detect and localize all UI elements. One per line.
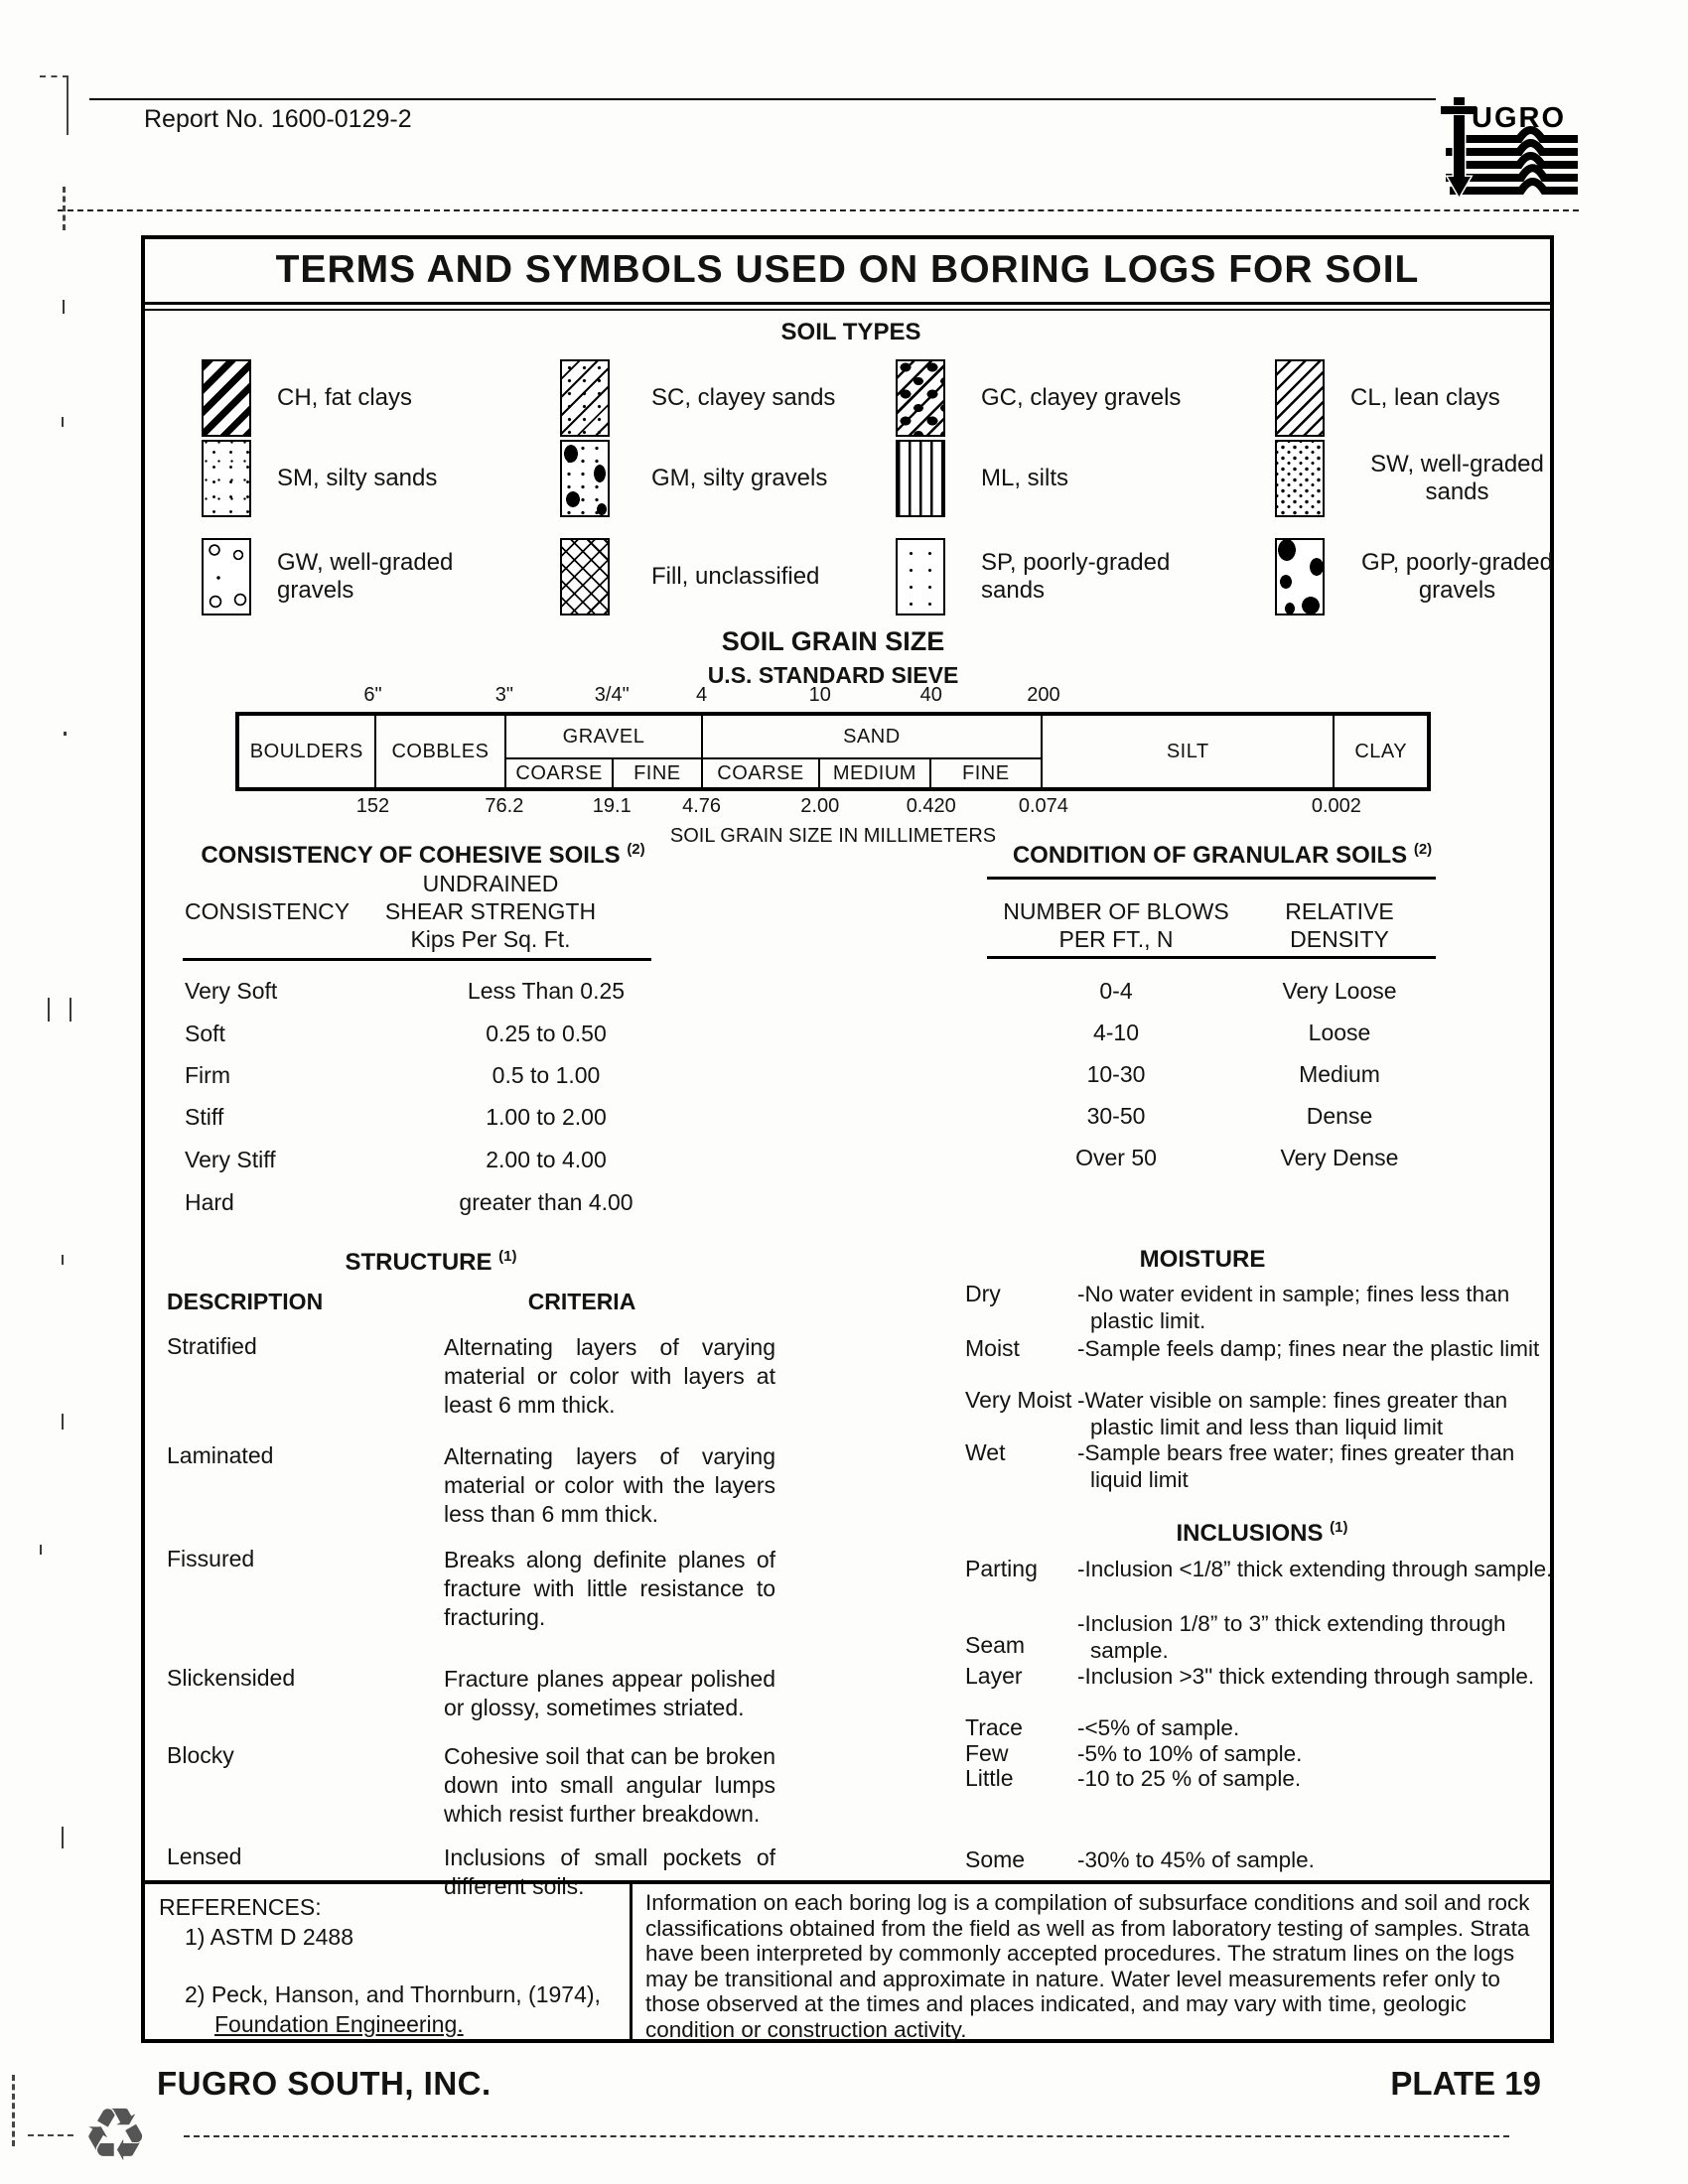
inclusion-definition: -Inclusion >3" thick extending through sample. — [1077, 1664, 1535, 1689]
structure-criteria: Alternating layers of varying material or color with layers at least 6 mm thick. — [444, 1334, 775, 1418]
grain-size-mm: 19.1 — [592, 795, 632, 817]
strip-divider — [630, 1884, 633, 2039]
soil-type-label-gc: GC, clayey gravels — [981, 384, 1182, 411]
inclusion-definition: -30% to 45% of sample. — [1077, 1847, 1315, 1872]
soil-pattern-swatch-gw — [202, 538, 251, 615]
soil-pattern-swatch-gc — [896, 359, 945, 437]
grain-sizes-row — [235, 795, 1431, 821]
soil-pattern-swatch-sw — [1275, 440, 1325, 517]
fugro-logo-icon — [1436, 93, 1585, 205]
soil-type-label-ml: ML, silts — [981, 465, 1069, 491]
sieve-mark: 200 — [1027, 684, 1060, 706]
sieve-mark: 3/4" — [594, 684, 630, 706]
reference-item-2: 2) Peck, Hanson, and Thornburn, (1974), — [185, 1981, 601, 2007]
header-rule — [89, 98, 1577, 100]
scan-artifact — [64, 732, 67, 736]
grain-cell-clay: CLAY — [1334, 715, 1428, 788]
soil-type-label-sm: SM, silty sands — [277, 465, 438, 491]
scan-artifact — [40, 75, 69, 135]
plate-number: PLATE 19 — [1390, 2065, 1541, 2102]
structure-description: Blocky — [167, 1742, 234, 1768]
grain-cell-sand: SAND — [702, 715, 1042, 758]
granular-header-rule — [987, 956, 1436, 959]
references-info-strip — [145, 1880, 1550, 2042]
soil-pattern-swatch-gm — [560, 440, 610, 517]
inclusion-term: Seam — [965, 1632, 1026, 1658]
moisture-definition: -No water evident in sample; fines less than plastic limit. — [1077, 1282, 1510, 1333]
sieve-mark: 4 — [695, 684, 708, 706]
scan-artifact — [62, 1827, 64, 1848]
soil-type-label-gm: GM, silty gravels — [651, 465, 828, 491]
grain-size-mm: 0.420 — [906, 795, 956, 817]
soil-type-label-cl: CL, lean clays — [1350, 384, 1500, 411]
references-heading: REFERENCES: — [159, 1894, 322, 1920]
sieve-mark: 3" — [494, 684, 514, 706]
scan-artifact — [63, 300, 65, 314]
consistency-col1-header: CONSISTENCY — [185, 898, 351, 924]
grain-cell-boulders: BOULDERS — [238, 715, 375, 788]
consistency-header-rule — [183, 958, 651, 961]
recycle-icon: ♻ — [82, 2094, 149, 2176]
structure-description: Stratified — [167, 1333, 257, 1359]
report-number: Report No. 1600-0129-2 — [144, 105, 412, 133]
moisture-definition: -Sample bears free water; fines greater than liquid limit — [1077, 1440, 1515, 1492]
scan-artifact — [62, 1255, 64, 1265]
terms-symbols-panel: TERMS AND SYMBOLS USED ON BORING LOGS FOR SOIL SOIL TYPES CH, fat clays SC, clayey sands GC, clayey gravels CL, lean clays SM, silty sands GM, silty gravels ML, silts SW, well-graded sands GW, well-graded gravels Fill, unclassified SP, poorly-graded sands GP, poorly-graded gravels SOIL GRAIN SIZE U.S. STANDARD SIEVE 6" 3" 3/4" 4 10 40 200 BOULDERS COBBLES GRAVEL COARSE FINE SAND COARSE MEDIUM FINE SILT CLAY 152 76.2 19.1 4.76 2.00 0.420 0.074 0.002 SOIL GRAIN SIZE IN MILLIMETERS CONSISTENCY OF COHESIVE SOILS $^{(2)}$ UNDRAINED CONSISTENCY SHEAR STRENGTH Kips Per Sq. Ft. Very Soft Less Than 0.25 Soft 0.25 to 0.50 Firm 0.5 to 1.00 Stiff 1.00 to 2.00 Very Stiff 2.00 to 4.00 Hard greater than 4.00 CONDITION OF GRANULAR SOILS $^{(2)}$ NUMBER OF BLOWS PER FT., N RELATIVE DENSITY 0-4 Very Loose 4-10 Loose 10-30 Medium 30-50 Dense Over 50 Very Dense STRUCTURE $^{(1)}$ DESCRIPTION CRITERIA Stratified Alternating layers of varying material or color with layers at least 6 mm thick. Laminated Alternating layers of varying material or color with the layers less than 6 mm thick. Fissured Breaks along definite planes of fracture with little resistance to fracturing. Slickensided Fracture planes appear polished or glossy, sometimes striated. Blocky Cohesive soil that can be broken down into small angular lumps which resist further breakdown. Lensed Inclusions of small pockets of different soils. MOISTURE Dry -No water evident in sample; fines less than plastic limit. Moist -Sample feels damp; fines near the plastic limit Very Moist -Water visible on sample: fines greater than plastic limit and less than liquid limit Wet -Sample bears free water; fines greater than liquid limit INCLUSIONS $^{(1)}$ Parting -Inclusion <1/8” thick extending through sample. Seam -Inclusion 1/8” to 3” thick extending through sample. Layer -Inclusion >3" thick extending through sample. Trace -<5% of sample. Few -5% to 10% of sample. Little -10 to 25 % of sample. Some -30% to 45% of sample. REFERENCES: 1) ASTM D 2488 2) Peck, Hanson, and Thornburn, (1974), Foundation Engineering. Information on each boring log is a compilation of subsurface conditions and soil and rock classifications obtained from the field as well as from laboratory testing of samples. Strata have been interpreted by commonly accepted procedures. The stratum lines on the logs may be transitional and approximate in nature. Water level measurements refer only to those observed at the times and places indicated, and may vary with time, geologic condition or construction activity. — [141, 235, 1554, 2043]
structure-description: Lensed — [167, 1843, 242, 1869]
moisture-definition: -Water visible on sample: fines greater than plastic limit and less than liquid limit — [1077, 1388, 1508, 1439]
scan-artifact — [48, 998, 50, 1022]
soil-pattern-swatch-sp — [896, 538, 945, 615]
soil-type-label-sw: SW, well-graded sands — [1370, 451, 1544, 505]
structure-criteria: Breaks along definite planes of fracture with little resistance to fracturing. — [444, 1547, 775, 1630]
soil-type-label-sp: SP, poorly-graded sands — [981, 549, 1171, 604]
soil-type-label-gw: GW, well-graded gravels — [277, 549, 454, 604]
grain-size-mm: 76.2 — [485, 795, 524, 817]
grain-cell-fine: FINE — [930, 758, 1043, 788]
soil-pattern-swatch-sm — [202, 440, 251, 517]
references-block — [159, 1892, 601, 2039]
scan-artifact — [62, 417, 64, 427]
inclusion-term: Trace — [965, 1714, 1023, 1740]
soil-type-label-ch: CH, fat clays — [277, 384, 413, 411]
soil-type-label-gp: GP, poorly-graded gravels — [1360, 549, 1553, 604]
consistency-label: Very Soft — [185, 978, 278, 1004]
soil-pattern-swatch-fill — [560, 538, 610, 615]
grain-size-mm: 0.002 — [1311, 795, 1361, 817]
sieve-mark: 10 — [808, 684, 831, 706]
grain-size-mm: 152 — [355, 795, 390, 817]
soil-pattern-swatch-cl — [1275, 359, 1325, 437]
moisture-term: Very Moist — [965, 1387, 1072, 1413]
grain-cell-cobbles: COBBLES — [375, 715, 506, 788]
structure-description: Slickensided — [167, 1665, 296, 1691]
granular-heading-rule — [987, 877, 1436, 880]
grain-cell-coarse: COARSE — [505, 758, 613, 788]
consistency-label: Firm — [185, 1062, 230, 1088]
logo-text: UGRO — [1472, 102, 1566, 134]
structure-criteria: Fracture planes appear polished or glossy, sometimes striated. — [444, 1666, 775, 1720]
structure-criteria: Alternating layers of varying material or color with the layers less than 6 mm thick. — [444, 1443, 775, 1527]
moisture-term: Wet — [965, 1439, 1006, 1465]
scan-artifact — [70, 998, 71, 1022]
reference-item-1: 1) ASTM D 2488 — [185, 1924, 354, 1950]
inclusion-term: Few — [965, 1740, 1009, 1766]
inclusion-term: Little — [965, 1765, 1014, 1791]
inclusion-term: Parting — [965, 1556, 1038, 1581]
scan-artifact — [28, 2134, 73, 2136]
reference-item-2-title: Foundation Engineering. — [214, 2011, 464, 2037]
soil-pattern-swatch-ml — [896, 440, 945, 517]
soil-pattern-swatch-gp — [1275, 538, 1325, 615]
consistency-label: Very Stiff — [185, 1147, 276, 1172]
inclusion-term: Some — [965, 1846, 1026, 1872]
grain-cell-coarse: COARSE — [702, 758, 819, 788]
grain-cell-silt: SILT — [1042, 715, 1334, 788]
header-dashed-rule — [58, 209, 1579, 211]
sieve-mark: 40 — [919, 684, 942, 706]
grain-cell-fine: FINE — [613, 758, 702, 788]
grain-cell-gravel: GRAVEL — [505, 715, 701, 758]
moisture-definition: -Sample feels damp; fines near the plastic limit — [1077, 1336, 1540, 1361]
sieve-mark: 6" — [363, 684, 382, 706]
inclusion-term: Layer — [965, 1663, 1023, 1689]
moisture-term: Moist — [965, 1335, 1020, 1361]
structure-criteria: Inclusions of small pockets of different soils. — [444, 1844, 775, 1899]
consistency-label: Stiff — [185, 1104, 224, 1130]
grain-size-table — [235, 712, 1431, 791]
structure-description: Fissured — [167, 1546, 255, 1571]
page-title: TERMS AND SYMBOLS USED ON BORING LOGS FOR SOIL — [275, 248, 1420, 291]
structure-description: Laminated — [167, 1442, 274, 1468]
grain-size-mm: 0.074 — [1018, 795, 1068, 817]
scan-artifact — [12, 2075, 17, 2146]
structure-col1-header: DESCRIPTION — [167, 1289, 324, 1314]
company-name: FUGRO SOUTH, INC. — [157, 2065, 492, 2102]
inclusion-definition: -10 to 25 % of sample. — [1077, 1766, 1302, 1791]
boring-log-info-note: Information on each boring log is a compilation of subsurface conditions and soil and rock classifications obtained from the field as well as from laboratory testing of samples. Strata have been interpreted by commonly accepted procedures. The stratum lines on the logs may be transitional and approximate in nature. Water level measurements refer only to those observed at the times and places indicated, and may vary with time, geologic condition or construction activity. — [645, 1890, 1530, 2042]
scan-artifact — [40, 1545, 42, 1555]
scan-artifact — [62, 1414, 64, 1430]
moisture-term: Dry — [965, 1281, 1001, 1306]
scan-artifact — [63, 187, 68, 230]
soil-type-label-fill: Fill, unclassified — [651, 563, 820, 590]
grain-size-mm: 4.76 — [682, 795, 722, 817]
inclusion-definition: -<5% of sample. — [1077, 1715, 1240, 1740]
soil-type-label-sc: SC, clayey sands — [651, 384, 836, 411]
grain-size-mm: 2.00 — [800, 795, 840, 817]
soil-pattern-swatch-ch — [202, 359, 251, 437]
inclusion-definition: -Inclusion <1/8” thick extending through sample. — [1077, 1557, 1553, 1581]
sieve-marks-row — [235, 684, 1431, 710]
grain-cell-medium: MEDIUM — [819, 758, 929, 788]
consistency-label: Soft — [185, 1021, 225, 1046]
consistency-label: Hard — [185, 1189, 234, 1215]
footer-dashed-rule — [184, 2135, 1509, 2137]
inclusion-definition: -Inclusion 1/8” to 3” thick extending through sample. — [1077, 1611, 1506, 1663]
inclusion-definition: -5% to 10% of sample. — [1077, 1741, 1303, 1766]
soil-pattern-swatch-sc — [560, 359, 610, 437]
structure-criteria: Cohesive soil that can be broken down into small angular lumps which resist further breakdown. — [444, 1743, 775, 1827]
